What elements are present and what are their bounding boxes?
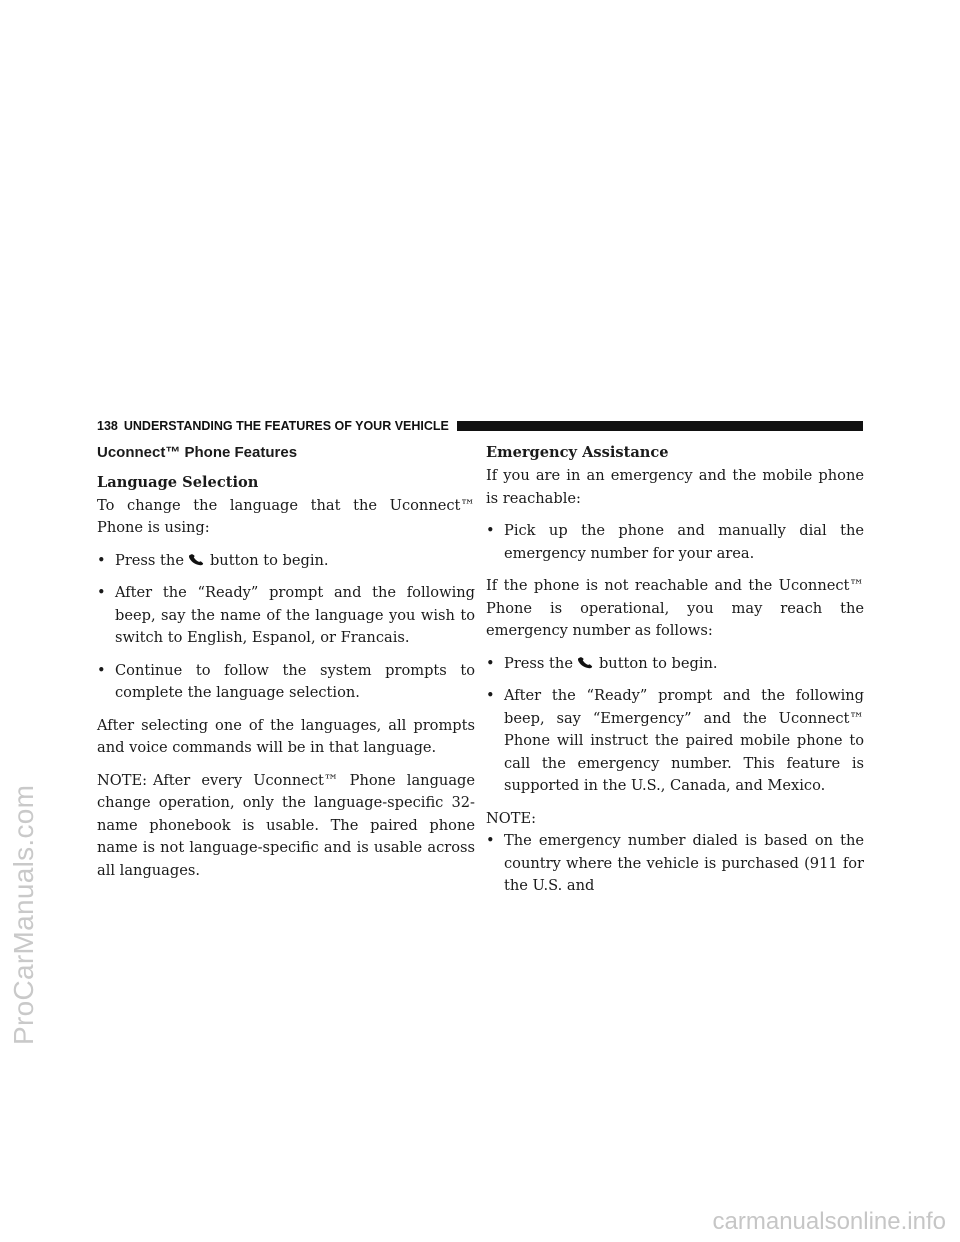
- section-title: UNDERSTANDING THE FEATURES OF YOUR VEHICLE: [123, 419, 449, 433]
- list-item: • Pick up the phone and manually dial the emergency number for your area.: [486, 522, 864, 562]
- section-heading: Uconnect™ Phone Features: [97, 444, 298, 461]
- note-label: NOTE:: [486, 809, 537, 827]
- side-watermark: ProCarManuals.com: [8, 784, 39, 1045]
- language-selection-heading: Language Selection: [97, 474, 259, 491]
- right-column: [486, 443, 864, 908]
- bullet-dot: •: [97, 584, 106, 601]
- emergency-intro: If you are in an emergency and the mobile phone is reachable:: [486, 467, 864, 507]
- emergency-assistance-heading: Emergency Assistance: [486, 444, 669, 461]
- list-item: • Press the button to begin.: [97, 550, 475, 573]
- page-number: 138: [97, 419, 118, 433]
- bullet-dot: •: [486, 654, 495, 672]
- phone-handset-icon: [577, 657, 595, 669]
- bullet-dot: •: [97, 551, 106, 569]
- after-selection-paragraph: After selecting one of the languages, all prompts and voice commands will be in that language.: [97, 716, 475, 756]
- bottom-watermark: carmanualsonline.info: [712, 1208, 946, 1235]
- bullet-dot: •: [486, 522, 495, 539]
- list-item: • Press the button to begin.: [486, 653, 864, 676]
- list-item: • The emergency number dialed is based on the country where the vehicle is purchased (911 for the U.S. and: [486, 832, 864, 894]
- phone-handset-icon: [188, 554, 206, 566]
- bullet-dot: •: [486, 687, 495, 704]
- note-paragraph: [97, 770, 475, 883]
- page-header: [97, 419, 863, 433]
- list-item: • After the “Ready” prompt and the following beep, say “Emergency” and the Uconnect™ Phone will instruct the paired mobile phone to call the emergency number. This feature is supported in the U.S., Canada, and Mexico.: [486, 687, 864, 794]
- list-item: • After the “Ready” prompt and the following beep, say the name of the language you wish to switch to English, Espanol, or Francais.: [97, 584, 475, 646]
- bullet-dot: •: [486, 832, 495, 849]
- left-column: [97, 443, 475, 892]
- header-rule: [457, 421, 863, 431]
- language-intro: To change the language that the Uconnect™ Phone is using:: [97, 496, 475, 536]
- note-label: NOTE:: [97, 771, 148, 789]
- bullet-dot: •: [97, 661, 106, 679]
- list-item: • Continue to follow the system prompts to complete the language selection.: [97, 661, 475, 701]
- not-reachable-paragraph: If the phone is not reachable and the Uconnect™ Phone is operational, you may reach the emergency number as follows:: [486, 577, 864, 639]
- note-text: After every Uconnect™ Phone language change operation, only the language-specific 32-name phonebook is usable. The paired phone name is not language-specific and is usable across all languages.: [97, 771, 475, 879]
